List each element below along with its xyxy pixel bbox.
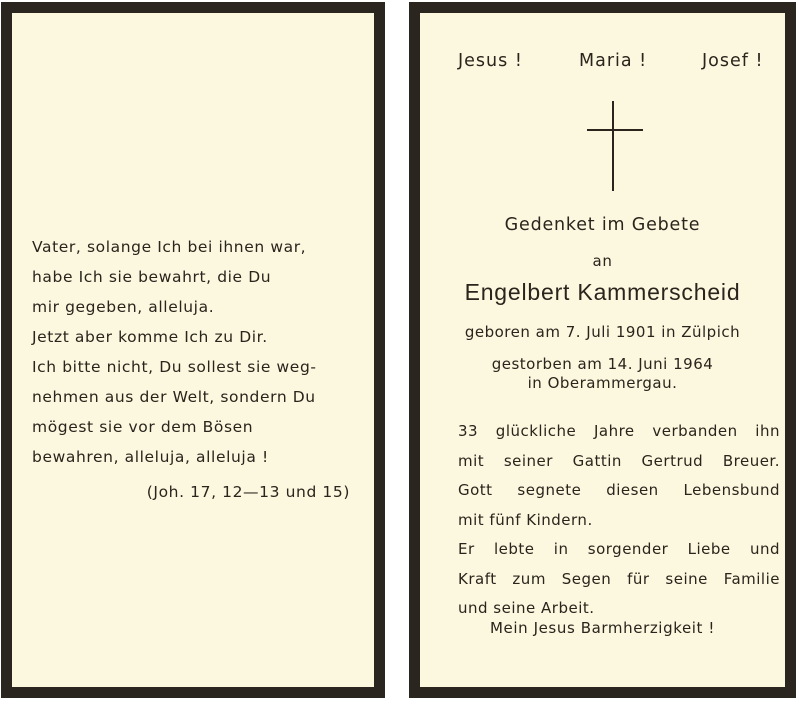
verse-line: bewahren, alleluja, alleluja ! (32, 448, 269, 466)
cross-vertical-bar (612, 101, 614, 191)
memorial-card-right-panel (409, 2, 796, 698)
bio-line: Er lebte in sorgender Liebe und (458, 540, 780, 558)
bio-line: 33 glückliche Jahre verbanden ihn (458, 422, 780, 440)
death-info: gestorben am 14. Juni 1964 (491, 355, 714, 373)
scripture-reference: (Joh. 17, 12—13 und 15) (146, 483, 350, 501)
invocation-line (420, 51, 785, 75)
memorial-card-left-panel (1, 2, 385, 698)
birth-info: geboren am 7. Juli 1901 in Zülpich (464, 323, 741, 341)
bio-line: und seine Arbeit. (458, 599, 595, 617)
biography-text (458, 417, 780, 624)
latin-cross-icon (587, 101, 643, 191)
memorial-heading: Gedenket im Gebete (504, 215, 701, 235)
invocation-maria: Maria ! (579, 51, 648, 71)
cross-horizontal-bar (587, 129, 643, 131)
verse-line: nehmen aus der Welt, sondern Du (32, 388, 316, 406)
verse-line: Ich bitte nicht, Du sollest sie weg- (32, 358, 317, 376)
invocation-jesus: Jesus ! (458, 51, 523, 71)
invocation-josef: Josef ! (702, 51, 764, 71)
scripture-verse (32, 232, 362, 472)
verse-line: mögest sie vor dem Bösen (32, 418, 254, 436)
right-panel-paper (420, 13, 785, 687)
bio-line: Gott segnete diesen Lebensbund (458, 481, 780, 499)
death-place: in Oberammergau. (527, 374, 678, 392)
bio-line: mit fünf Kindern. (458, 510, 593, 529)
deceased-name: Engelbert Kammerscheid (464, 279, 741, 305)
bio-line: mit seiner Gattin Gertrud Breuer. (458, 451, 780, 470)
verse-line: Vater, solange Ich bei ihnen war, (32, 238, 307, 256)
verse-line: habe Ich sie bewahrt, die Du (32, 268, 272, 286)
bio-line: Kraft zum Segen für seine Familie (458, 569, 780, 588)
left-panel-paper (12, 13, 374, 687)
verse-line: Jetzt aber komme Ich zu Dir. (32, 328, 268, 346)
memorial-heading-an: an (592, 252, 613, 270)
closing-prayer: Mein Jesus Barmherzigkeit ! (489, 619, 716, 637)
verse-line: mir gegeben, alleluja. (32, 298, 215, 316)
